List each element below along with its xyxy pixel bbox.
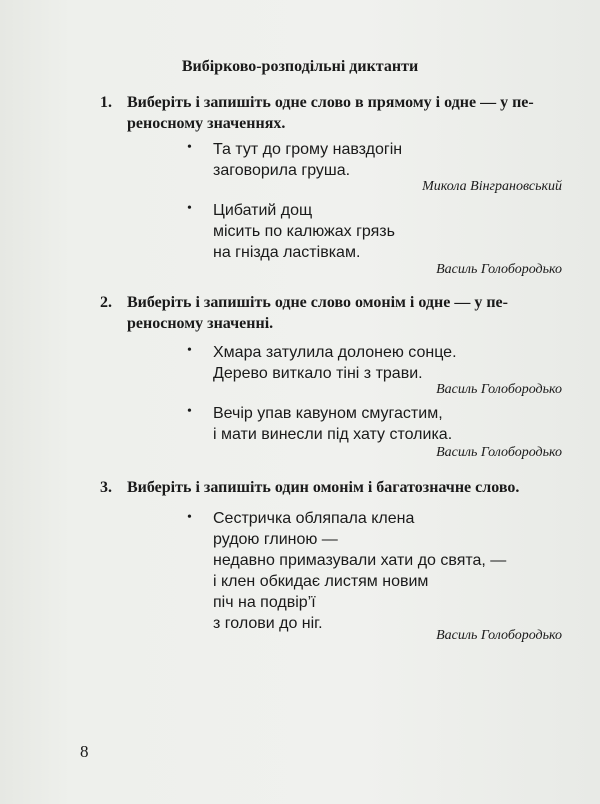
- page-number: 8: [80, 742, 89, 761]
- poem-line: і мати винесли під хату столика.: [213, 426, 453, 443]
- poem-line: рудою глиною —: [213, 531, 338, 548]
- poem-line: Сестричка обляпала клена: [213, 510, 415, 527]
- poem-line: Хмара затулила долонею сонце.: [213, 344, 457, 361]
- poem-line: заговорила груша.: [213, 162, 351, 179]
- book-page: Вибірково-розподільні диктанти 1. Виберіть і запишіть одне слово в прямому і одне — у пе- реносному значеннях. • Та тут до грому навздогін заговорила груша. Микола Вінграновський • Цибатий дощ місить по калюжах грязь на гнізда ластівкам. Василь Голобородько 2. Виберіть і запишіть одне слово омонім і одне — у пе- реносному значенні. • Хмара затулила долонею сонце. Дерево виткало тіні з трави. Василь Голобородько • Вечір упав кавуном смугастим, і мати винесли під хату столика. Василь Голобородько 3. Виберіть і запишіть один омонім і багатозначне слово. • Сестричка обляпала клена рудою глиною — недавно примазували хати до свята, — і клен обкидає листям новим піч на подвір’ї з голови до ніг. Василь Голобородько 8: [0, 0, 600, 804]
- task-number: 2.: [100, 294, 112, 311]
- poem-author: Василь Голобородько: [436, 262, 562, 277]
- poem-author: Василь Голобородько: [436, 628, 562, 643]
- poem-line: місить по калюжах грязь: [213, 223, 395, 240]
- poem-1-2: [213, 200, 395, 263]
- poem-3-1: [213, 508, 506, 634]
- page-title: Вибірково-розподільні диктанти: [181, 58, 419, 75]
- task-1: [100, 92, 570, 134]
- poem-line: Вечір упав кавуном смугастим,: [213, 405, 443, 422]
- poem-author: Микола Вінграновський: [422, 179, 562, 194]
- poem-line: Дерево виткало тіні з трави.: [213, 365, 423, 382]
- poem-1-1: [213, 139, 402, 181]
- poem-author: Василь Голобородько: [436, 382, 562, 397]
- task-instruction: Виберіть і запишіть один омонім і багатозначне слово.: [127, 479, 520, 496]
- poem-2-1: [213, 342, 457, 384]
- task-number: 1.: [100, 94, 112, 111]
- task-instruction: Виберіть і запишіть одне слово омонім і одне — у пе-: [127, 294, 508, 311]
- poem-line: Та тут до грому навздогін: [213, 141, 403, 158]
- task-2: [100, 292, 570, 334]
- poem-line: недавно примазували хати до свята, —: [213, 552, 507, 569]
- poem-author: Василь Голобородько: [436, 445, 562, 460]
- task-instruction-continued: реносному значеннях.: [127, 115, 286, 132]
- poem-line: на гнізда ластівкам.: [213, 244, 361, 261]
- poem-line: Цибатий дощ: [213, 202, 313, 219]
- task-instruction: Виберіть і запишіть одне слово в прямому і одне — у пе-: [127, 94, 534, 111]
- poem-line: з голови до ніг.: [213, 615, 323, 632]
- task-3: [100, 477, 570, 498]
- task-number: 3.: [100, 479, 112, 496]
- poem-line: піч на подвір’ї: [213, 594, 316, 611]
- poem-line: і клен обкидає листям новим: [213, 573, 429, 590]
- poem-2-2: [213, 403, 452, 445]
- task-instruction-continued: реносному значенні.: [127, 315, 274, 332]
